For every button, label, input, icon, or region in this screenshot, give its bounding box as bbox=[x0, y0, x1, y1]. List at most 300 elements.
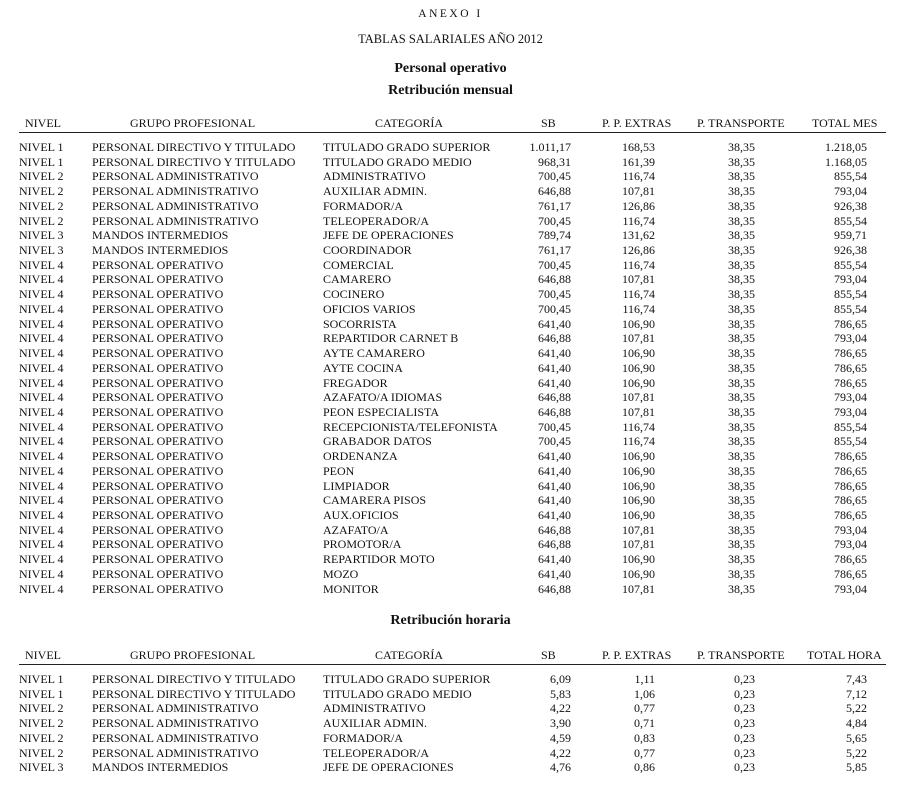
cell-p-transporte: 0,23 bbox=[734, 760, 755, 775]
cell-p-transporte: 38,35 bbox=[728, 493, 755, 508]
cell-categoria: LIMPIADOR bbox=[323, 478, 390, 493]
table-row bbox=[19, 302, 886, 317]
cell-p-transporte: 38,35 bbox=[728, 228, 755, 243]
hourly-table-body bbox=[19, 672, 886, 775]
cell-p-transporte: 38,35 bbox=[728, 522, 755, 537]
cell-sb: 5,83 bbox=[550, 686, 571, 701]
table-row bbox=[19, 140, 886, 155]
cell-sb: 641,40 bbox=[538, 478, 571, 493]
cell-pp-extras: 161,39 bbox=[622, 154, 655, 169]
cell-total: 786,65 bbox=[834, 316, 867, 331]
cell-sb: 646,88 bbox=[538, 404, 571, 419]
cell-grupo: PERSONAL OPERATIVO bbox=[92, 552, 224, 567]
table-row bbox=[19, 716, 886, 731]
cell-nivel: NIVEL 4 bbox=[19, 346, 64, 361]
cell-sb: 1.011,17 bbox=[529, 140, 571, 154]
cell-p-transporte: 38,35 bbox=[728, 537, 755, 552]
cell-total: 793,04 bbox=[834, 522, 867, 537]
cell-nivel: NIVEL 4 bbox=[19, 507, 64, 522]
cell-pp-extras: 107,81 bbox=[622, 404, 655, 419]
cell-sb: 4,22 bbox=[550, 745, 571, 760]
cell-total: 855,54 bbox=[834, 213, 867, 228]
column-header-categoria: CATEGORÍA bbox=[375, 648, 443, 662]
cell-sb: 700,45 bbox=[538, 257, 571, 272]
cell-p-transporte: 38,35 bbox=[728, 390, 755, 405]
cell-nivel: NIVEL 3 bbox=[19, 228, 64, 243]
cell-grupo: PERSONAL ADMINISTRATIVO bbox=[92, 716, 259, 731]
cell-categoria: JEFE DE OPERACIONES bbox=[323, 228, 454, 243]
cell-categoria: PROMOTOR/A bbox=[323, 537, 402, 552]
cell-grupo: PERSONAL DIRECTIVO Y TITULADO bbox=[92, 140, 296, 154]
cell-total: 855,54 bbox=[834, 434, 867, 449]
cell-nivel: NIVEL 2 bbox=[19, 701, 64, 716]
cell-categoria: COCINERO bbox=[323, 287, 385, 302]
table-row bbox=[19, 479, 886, 494]
cell-sb: 968,31 bbox=[538, 154, 571, 169]
cell-categoria: AUXILIAR ADMIN. bbox=[323, 184, 427, 199]
monthly-table-header bbox=[19, 116, 886, 133]
cell-total: 7,12 bbox=[846, 686, 867, 701]
cell-sb: 3,90 bbox=[550, 716, 571, 731]
cell-p-transporte: 38,35 bbox=[728, 169, 755, 184]
cell-sb: 646,88 bbox=[538, 390, 571, 405]
cell-categoria: FREGADOR bbox=[323, 375, 388, 390]
cell-grupo: PERSONAL OPERATIVO bbox=[92, 419, 224, 434]
table-row bbox=[19, 493, 886, 508]
cell-p-transporte: 0,23 bbox=[734, 701, 755, 716]
cell-grupo: PERSONAL DIRECTIVO Y TITULADO bbox=[92, 672, 296, 686]
cell-sb: 641,40 bbox=[538, 552, 571, 567]
cell-p-transporte: 38,35 bbox=[728, 316, 755, 331]
table-row bbox=[19, 449, 886, 464]
cell-grupo: PERSONAL DIRECTIVO Y TITULADO bbox=[92, 154, 296, 169]
cell-nivel: NIVEL 4 bbox=[19, 301, 64, 316]
cell-grupo: PERSONAL OPERATIVO bbox=[92, 272, 224, 287]
cell-grupo: PERSONAL OPERATIVO bbox=[92, 522, 224, 537]
cell-sb: 789,74 bbox=[538, 228, 571, 243]
section-title: Personal operativo bbox=[394, 61, 507, 76]
cell-total: 793,04 bbox=[834, 581, 867, 596]
cell-total: 7,43 bbox=[846, 672, 867, 686]
table-row bbox=[19, 317, 886, 332]
cell-categoria: TITULADO GRADO SUPERIOR bbox=[323, 672, 491, 686]
column-header-nivel: NIVEL bbox=[25, 116, 61, 130]
column-header-sb: SB bbox=[541, 648, 556, 662]
cell-categoria: AZAFATO/A bbox=[323, 522, 389, 537]
cell-grupo: PERSONAL OPERATIVO bbox=[92, 346, 224, 361]
cell-grupo: PERSONAL OPERATIVO bbox=[92, 493, 224, 508]
cell-nivel: NIVEL 4 bbox=[19, 331, 64, 346]
cell-grupo: MANDOS INTERMEDIOS bbox=[92, 243, 229, 258]
cell-pp-extras: 0,71 bbox=[634, 716, 655, 731]
cell-nivel: NIVEL 4 bbox=[19, 434, 64, 449]
cell-total: 793,04 bbox=[834, 331, 867, 346]
cell-total: 786,65 bbox=[834, 449, 867, 464]
cell-categoria: TITULADO GRADO MEDIO bbox=[323, 686, 472, 701]
cell-nivel: NIVEL 4 bbox=[19, 316, 64, 331]
cell-grupo: PERSONAL OPERATIVO bbox=[92, 463, 224, 478]
cell-grupo: PERSONAL OPERATIVO bbox=[92, 331, 224, 346]
cell-sb: 700,45 bbox=[538, 434, 571, 449]
column-header-grupo: GRUPO PROFESIONAL bbox=[130, 648, 256, 662]
cell-total: 5,22 bbox=[846, 701, 867, 716]
document-subtitle: TABLAS SALARIALES AÑO 2012 bbox=[358, 32, 543, 46]
cell-nivel: NIVEL 2 bbox=[19, 184, 64, 199]
cell-sb: 641,40 bbox=[538, 346, 571, 361]
cell-sb: 700,45 bbox=[538, 213, 571, 228]
cell-grupo: PERSONAL DIRECTIVO Y TITULADO bbox=[92, 686, 296, 701]
cell-pp-extras: 107,81 bbox=[622, 537, 655, 552]
cell-pp-extras: 107,81 bbox=[622, 390, 655, 405]
cell-p-transporte: 38,35 bbox=[728, 198, 755, 213]
cell-categoria: COORDINADOR bbox=[323, 243, 412, 258]
cell-pp-extras: 1,11 bbox=[634, 672, 655, 686]
cell-total: 926,38 bbox=[834, 243, 867, 258]
cell-pp-extras: 106,90 bbox=[622, 449, 655, 464]
cell-categoria: GRABADOR DATOS bbox=[323, 434, 432, 449]
column-header-p-transporte: P. TRANSPORTE bbox=[697, 648, 785, 662]
table-row bbox=[19, 746, 886, 761]
table-row bbox=[19, 169, 886, 184]
cell-sb: 761,17 bbox=[538, 243, 571, 258]
table-row bbox=[19, 552, 886, 567]
cell-nivel: NIVEL 4 bbox=[19, 522, 64, 537]
cell-sb: 700,45 bbox=[538, 169, 571, 184]
cell-nivel: NIVEL 3 bbox=[19, 243, 64, 258]
hourly-table-title: Retribución horaria bbox=[390, 613, 511, 628]
cell-total: 793,04 bbox=[834, 404, 867, 419]
cell-nivel: NIVEL 4 bbox=[19, 419, 64, 434]
cell-p-transporte: 38,35 bbox=[728, 346, 755, 361]
cell-pp-extras: 116,74 bbox=[622, 213, 655, 228]
table-row bbox=[19, 184, 886, 199]
cell-total: 855,54 bbox=[834, 169, 867, 184]
cell-grupo: PERSONAL OPERATIVO bbox=[92, 404, 224, 419]
cell-p-transporte: 38,35 bbox=[728, 375, 755, 390]
cell-nivel: NIVEL 4 bbox=[19, 552, 64, 567]
hourly-table-header bbox=[19, 648, 886, 665]
cell-grupo: PERSONAL ADMINISTRATIVO bbox=[92, 169, 259, 184]
cell-pp-extras: 0,86 bbox=[634, 760, 655, 775]
cell-nivel: NIVEL 4 bbox=[19, 272, 64, 287]
cell-sb: 646,88 bbox=[538, 184, 571, 199]
column-header-nivel: NIVEL bbox=[25, 648, 61, 662]
table-row bbox=[19, 760, 886, 775]
cell-categoria: ORDENANZA bbox=[323, 449, 398, 464]
cell-sb: 641,40 bbox=[538, 375, 571, 390]
monthly-table-title: Retribución mensual bbox=[388, 83, 513, 98]
cell-nivel: NIVEL 4 bbox=[19, 449, 64, 464]
cell-nivel: NIVEL 4 bbox=[19, 257, 64, 272]
cell-sb: 641,40 bbox=[538, 566, 571, 581]
cell-pp-extras: 0,77 bbox=[634, 745, 655, 760]
cell-total: 5,22 bbox=[846, 745, 867, 760]
table-row bbox=[19, 390, 886, 405]
cell-categoria: TELEOPERADOR/A bbox=[323, 745, 429, 760]
cell-grupo: PERSONAL OPERATIVO bbox=[92, 478, 224, 493]
cell-nivel: NIVEL 2 bbox=[19, 198, 64, 213]
cell-grupo: PERSONAL ADMINISTRATIVO bbox=[92, 213, 259, 228]
cell-pp-extras: 107,81 bbox=[622, 272, 655, 287]
table-row bbox=[19, 376, 886, 391]
cell-categoria: ADMINISTRATIVO bbox=[323, 169, 426, 184]
cell-total: 786,65 bbox=[834, 346, 867, 361]
table-row bbox=[19, 508, 886, 523]
cell-grupo: PERSONAL OPERATIVO bbox=[92, 537, 224, 552]
cell-pp-extras: 116,74 bbox=[622, 419, 655, 434]
column-header-p-transporte: P. TRANSPORTE bbox=[697, 116, 785, 130]
cell-pp-extras: 168,53 bbox=[622, 140, 655, 154]
cell-nivel: NIVEL 1 bbox=[19, 154, 64, 169]
table-row bbox=[19, 582, 886, 597]
cell-total: 786,65 bbox=[834, 478, 867, 493]
cell-p-transporte: 38,35 bbox=[728, 257, 755, 272]
cell-pp-extras: 106,90 bbox=[622, 316, 655, 331]
table-row bbox=[19, 155, 886, 170]
cell-grupo: PERSONAL OPERATIVO bbox=[92, 301, 224, 316]
cell-pp-extras: 116,74 bbox=[622, 257, 655, 272]
cell-p-transporte: 38,35 bbox=[728, 301, 755, 316]
cell-nivel: NIVEL 4 bbox=[19, 537, 64, 552]
table-row bbox=[19, 287, 886, 302]
table-row bbox=[19, 361, 886, 376]
column-header-pp-extras: P. P. EXTRAS bbox=[602, 648, 672, 662]
cell-total: 793,04 bbox=[834, 390, 867, 405]
cell-categoria: MOZO bbox=[323, 566, 359, 581]
cell-total: 5,65 bbox=[846, 730, 867, 745]
cell-pp-extras: 116,74 bbox=[622, 434, 655, 449]
cell-sb: 641,40 bbox=[538, 449, 571, 464]
cell-total: 855,54 bbox=[834, 287, 867, 302]
cell-pp-extras: 1,06 bbox=[634, 686, 655, 701]
cell-total: 786,65 bbox=[834, 507, 867, 522]
column-header-pp-extras: P. P. EXTRAS bbox=[602, 116, 672, 130]
cell-grupo: PERSONAL OPERATIVO bbox=[92, 581, 224, 596]
cell-nivel: NIVEL 4 bbox=[19, 360, 64, 375]
cell-grupo: PERSONAL ADMINISTRATIVO bbox=[92, 730, 259, 745]
table-row bbox=[19, 420, 886, 435]
cell-p-transporte: 38,35 bbox=[728, 478, 755, 493]
cell-grupo: PERSONAL ADMINISTRATIVO bbox=[92, 184, 259, 199]
monthly-table-body bbox=[19, 140, 886, 596]
column-header-total: TOTAL MES bbox=[812, 116, 878, 130]
cell-nivel: NIVEL 4 bbox=[19, 478, 64, 493]
cell-pp-extras: 106,90 bbox=[622, 346, 655, 361]
cell-pp-extras: 116,74 bbox=[622, 301, 655, 316]
cell-grupo: MANDOS INTERMEDIOS bbox=[92, 228, 229, 243]
column-header-total: TOTAL HORA bbox=[807, 648, 882, 662]
table-row bbox=[19, 434, 886, 449]
cell-grupo: PERSONAL OPERATIVO bbox=[92, 316, 224, 331]
cell-pp-extras: 106,90 bbox=[622, 552, 655, 567]
cell-nivel: NIVEL 4 bbox=[19, 493, 64, 508]
cell-grupo: PERSONAL OPERATIVO bbox=[92, 449, 224, 464]
cell-pp-extras: 107,81 bbox=[622, 331, 655, 346]
cell-pp-extras: 106,90 bbox=[622, 375, 655, 390]
cell-pp-extras: 106,90 bbox=[622, 507, 655, 522]
cell-p-transporte: 38,35 bbox=[728, 404, 755, 419]
cell-categoria: CAMARERO bbox=[323, 272, 392, 287]
cell-pp-extras: 0,83 bbox=[634, 730, 655, 745]
table-row bbox=[19, 346, 886, 361]
cell-total: 855,54 bbox=[834, 419, 867, 434]
cell-p-transporte: 38,35 bbox=[728, 360, 755, 375]
table-row bbox=[19, 258, 886, 273]
cell-categoria: REPARTIDOR MOTO bbox=[323, 552, 435, 567]
cell-categoria: PEON ESPECIALISTA bbox=[323, 404, 440, 419]
cell-sb: 761,17 bbox=[538, 198, 571, 213]
cell-categoria: JEFE DE OPERACIONES bbox=[323, 760, 454, 775]
cell-total: 959,71 bbox=[834, 228, 867, 243]
cell-nivel: NIVEL 1 bbox=[19, 140, 64, 154]
cell-pp-extras: 107,81 bbox=[622, 581, 655, 596]
cell-total: 786,65 bbox=[834, 566, 867, 581]
cell-pp-extras: 106,90 bbox=[622, 566, 655, 581]
cell-categoria: ADMINISTRATIVO bbox=[323, 701, 426, 716]
cell-grupo: PERSONAL ADMINISTRATIVO bbox=[92, 745, 259, 760]
cell-categoria: FORMADOR/A bbox=[323, 198, 404, 213]
cell-p-transporte: 0,23 bbox=[734, 745, 755, 760]
cell-nivel: NIVEL 2 bbox=[19, 745, 64, 760]
cell-p-transporte: 38,35 bbox=[728, 552, 755, 567]
cell-nivel: NIVEL 4 bbox=[19, 287, 64, 302]
table-row bbox=[19, 701, 886, 716]
cell-nivel: NIVEL 2 bbox=[19, 716, 64, 731]
cell-p-transporte: 38,35 bbox=[728, 507, 755, 522]
cell-grupo: PERSONAL OPERATIVO bbox=[92, 390, 224, 405]
cell-p-transporte: 0,23 bbox=[734, 716, 755, 731]
cell-grupo: PERSONAL OPERATIVO bbox=[92, 360, 224, 375]
cell-sb: 641,40 bbox=[538, 493, 571, 508]
cell-p-transporte: 38,35 bbox=[728, 154, 755, 169]
cell-categoria: TITULADO GRADO SUPERIOR bbox=[323, 140, 491, 154]
cell-sb: 641,40 bbox=[538, 360, 571, 375]
cell-p-transporte: 38,35 bbox=[728, 449, 755, 464]
cell-p-transporte: 0,23 bbox=[734, 686, 755, 701]
cell-pp-extras: 107,81 bbox=[622, 184, 655, 199]
cell-sb: 646,88 bbox=[538, 331, 571, 346]
cell-p-transporte: 38,35 bbox=[728, 287, 755, 302]
cell-sb: 641,40 bbox=[538, 316, 571, 331]
cell-p-transporte: 38,35 bbox=[728, 213, 755, 228]
cell-pp-extras: 106,90 bbox=[622, 478, 655, 493]
cell-total: 793,04 bbox=[834, 272, 867, 287]
cell-pp-extras: 106,90 bbox=[622, 463, 655, 478]
cell-pp-extras: 116,74 bbox=[622, 287, 655, 302]
cell-nivel: NIVEL 2 bbox=[19, 730, 64, 745]
cell-categoria: FORMADOR/A bbox=[323, 730, 404, 745]
cell-total: 786,65 bbox=[834, 375, 867, 390]
cell-sb: 4,59 bbox=[550, 730, 571, 745]
table-row bbox=[19, 228, 886, 243]
table-row bbox=[19, 464, 886, 479]
cell-categoria: MONITOR bbox=[323, 581, 379, 596]
cell-categoria: AYTE CAMARERO bbox=[323, 346, 425, 361]
cell-total: 5,85 bbox=[846, 760, 867, 775]
table-row bbox=[19, 537, 886, 552]
cell-total: 786,65 bbox=[834, 552, 867, 567]
cell-p-transporte: 0,23 bbox=[734, 730, 755, 745]
cell-pp-extras: 106,90 bbox=[622, 493, 655, 508]
cell-categoria: TITULADO GRADO MEDIO bbox=[323, 154, 472, 169]
cell-pp-extras: 126,86 bbox=[622, 243, 655, 258]
cell-total: 855,54 bbox=[834, 257, 867, 272]
cell-sb: 646,88 bbox=[538, 537, 571, 552]
cell-categoria: COMERCIAL bbox=[323, 257, 394, 272]
cell-categoria: TELEOPERADOR/A bbox=[323, 213, 429, 228]
cell-p-transporte: 38,35 bbox=[728, 463, 755, 478]
cell-pp-extras: 106,90 bbox=[622, 360, 655, 375]
column-header-categoria: CATEGORÍA bbox=[375, 116, 443, 130]
cell-nivel: NIVEL 4 bbox=[19, 566, 64, 581]
cell-total: 1.218,05 bbox=[825, 140, 867, 154]
cell-sb: 646,88 bbox=[538, 581, 571, 596]
cell-p-transporte: 38,35 bbox=[728, 419, 755, 434]
cell-total: 786,65 bbox=[834, 360, 867, 375]
cell-total: 786,65 bbox=[834, 493, 867, 508]
table-row bbox=[19, 523, 886, 538]
cell-sb: 4,76 bbox=[550, 760, 571, 775]
cell-grupo: PERSONAL OPERATIVO bbox=[92, 287, 224, 302]
cell-categoria: RECEPCIONISTA/TELEFONISTA bbox=[323, 419, 498, 434]
table-row bbox=[19, 731, 886, 746]
annex-heading: ANEXO I bbox=[418, 8, 483, 20]
cell-pp-extras: 126,86 bbox=[622, 198, 655, 213]
cell-grupo: PERSONAL ADMINISTRATIVO bbox=[92, 198, 259, 213]
cell-sb: 4,22 bbox=[550, 701, 571, 716]
cell-p-transporte: 38,35 bbox=[728, 434, 755, 449]
cell-total: 4,84 bbox=[846, 716, 867, 731]
table-row bbox=[19, 405, 886, 420]
cell-grupo: PERSONAL OPERATIVO bbox=[92, 566, 224, 581]
cell-categoria: AYTE COCINA bbox=[323, 360, 403, 375]
cell-categoria: CAMARERA PISOS bbox=[323, 493, 427, 508]
cell-grupo: PERSONAL ADMINISTRATIVO bbox=[92, 701, 259, 716]
cell-sb: 700,45 bbox=[538, 419, 571, 434]
cell-p-transporte: 38,35 bbox=[728, 272, 755, 287]
table-row bbox=[19, 567, 886, 582]
cell-grupo: PERSONAL OPERATIVO bbox=[92, 434, 224, 449]
cell-p-transporte: 38,35 bbox=[728, 581, 755, 596]
cell-nivel: NIVEL 4 bbox=[19, 581, 64, 596]
cell-categoria: AUXILIAR ADMIN. bbox=[323, 716, 427, 731]
cell-nivel: NIVEL 4 bbox=[19, 390, 64, 405]
cell-total: 786,65 bbox=[834, 463, 867, 478]
cell-sb: 646,88 bbox=[538, 272, 571, 287]
table-row bbox=[19, 672, 886, 687]
cell-sb: 6,09 bbox=[550, 672, 571, 686]
cell-pp-extras: 0,77 bbox=[634, 701, 655, 716]
cell-nivel: NIVEL 1 bbox=[19, 686, 64, 701]
cell-total: 1.168,05 bbox=[825, 154, 867, 169]
cell-sb: 641,40 bbox=[538, 507, 571, 522]
cell-categoria: OFICIOS VARIOS bbox=[323, 301, 416, 316]
cell-grupo: PERSONAL OPERATIVO bbox=[92, 375, 224, 390]
table-row bbox=[19, 199, 886, 214]
table-row bbox=[19, 272, 886, 287]
cell-sb: 646,88 bbox=[538, 522, 571, 537]
cell-categoria: AZAFATO/A IDIOMAS bbox=[323, 390, 443, 405]
cell-sb: 700,45 bbox=[538, 287, 571, 302]
cell-total: 855,54 bbox=[834, 301, 867, 316]
cell-grupo: PERSONAL OPERATIVO bbox=[92, 507, 224, 522]
cell-nivel: NIVEL 2 bbox=[19, 213, 64, 228]
cell-p-transporte: 38,35 bbox=[728, 140, 755, 154]
table-row bbox=[19, 214, 886, 229]
cell-categoria: REPARTIDOR CARNET B bbox=[323, 331, 459, 346]
cell-grupo: PERSONAL OPERATIVO bbox=[92, 257, 224, 272]
cell-grupo: MANDOS INTERMEDIOS bbox=[92, 760, 229, 775]
